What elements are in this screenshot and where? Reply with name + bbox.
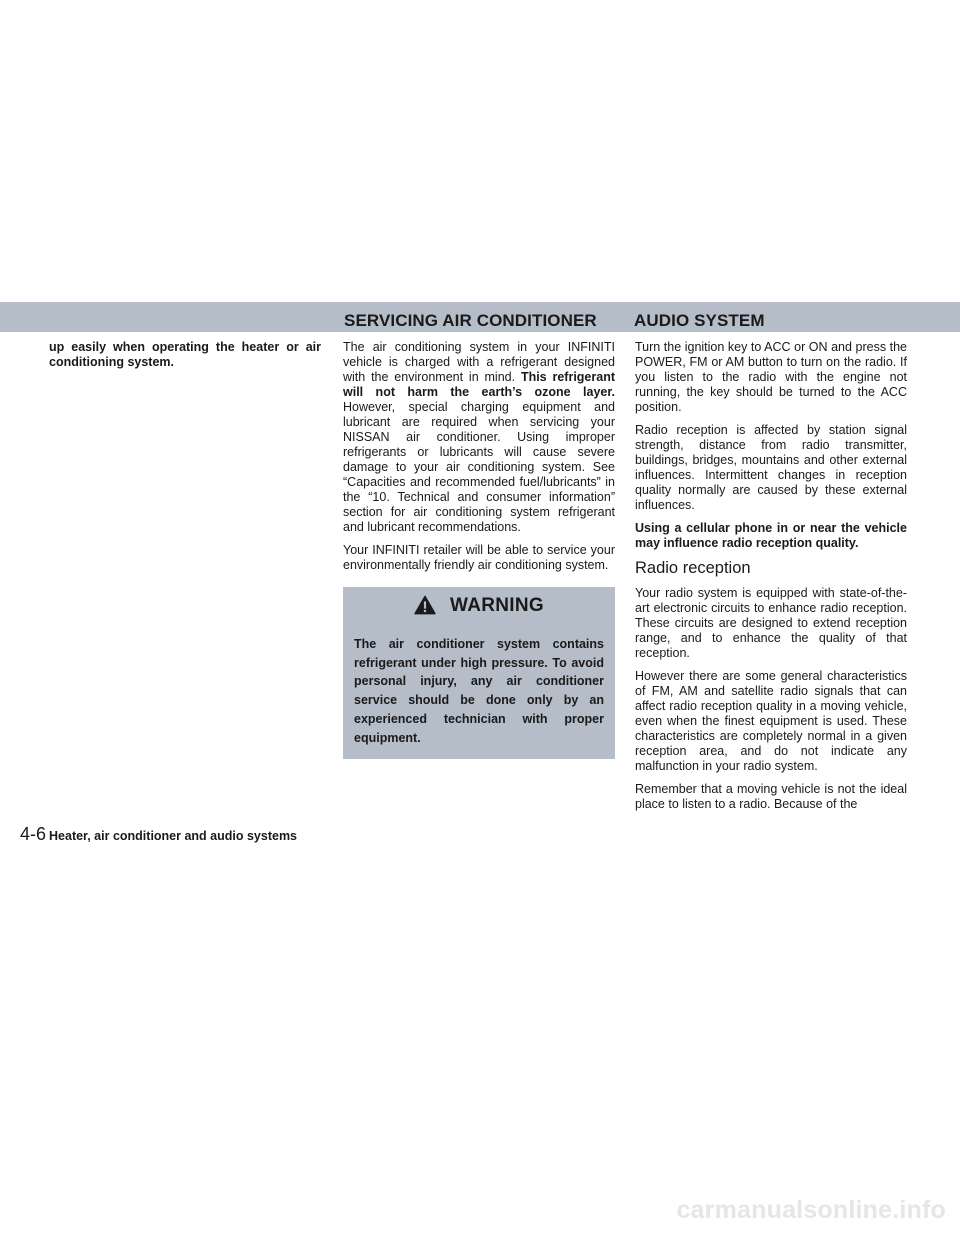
warning-text: The air conditioner system contains refrigerant under high pressure. To avoid personal injury, any air conditioner service should be done only by an experienced technician with proper equipment. <box>354 637 604 745</box>
warning-box <box>343 587 615 759</box>
warning-title: WARNING <box>450 594 544 616</box>
middle-column <box>343 340 615 759</box>
radio-circuits-paragraph: Your radio system is equipped with state-of-the-art electronic circuits to enhance radio reception. These circuits are designed to extend reception range, and to enhance the quality of that reception. <box>635 586 907 660</box>
watermark: carmanualsonline.info <box>676 1196 946 1224</box>
footer-section-title: Heater, air conditioner and audio systems <box>49 829 298 843</box>
ac-refrigerant-paragraph <box>343 340 615 535</box>
radio-reception-factors-paragraph: Radio reception is affected by station signal strength, distance from radio transmitter, buildings, bridges, mountains and other external influences. Intermittent changes in reception quality normally are caused by these external influences. <box>635 423 907 512</box>
section-title-servicing-air-conditioner: SERVICING AIR CONDITIONER <box>344 311 597 330</box>
section-title-audio-system: AUDIO SYSTEM <box>634 311 765 330</box>
warning-header <box>343 587 615 623</box>
left-column <box>49 340 321 378</box>
ac-para-start: The air conditioning system in your INFINITI vehicle is charged with a refrigerant designed with the environment in mind. <box>343 340 615 384</box>
right-column <box>635 340 907 820</box>
page-number: 4-6 <box>20 824 47 844</box>
radio-power-paragraph: Turn the ignition key to ACC or ON and press the POWER, FM or AM button to turn on the radio. If you listen to the radio with the engine not running, the key should be turned to the ACC position. <box>635 340 907 414</box>
continued-text: up easily when operating the heater or air conditioning system. <box>49 340 321 369</box>
page-footer <box>20 824 297 845</box>
moving-vehicle-paragraph: Remember that a moving vehicle is not the ideal place to listen to a radio. Because of the <box>635 782 907 811</box>
cellular-phone-note: Using a cellular phone in or near the vehicle may influence radio reception quality. <box>635 521 907 550</box>
ozone-statement: This refrigerant will not harm the earth’s ozone layer. <box>343 370 615 399</box>
ac-para-end: However, special charging equipment and lubricant are required when servicing your NISSAN air conditioner. Using improper refrigerants or lubricants will cause severe damage to your air conditioning system. See “Capacities and recommended fuel/lubricants” in the “10. Technical and consumer information” section for air conditioning system refrigerant and lubricant recommendations. <box>343 400 615 534</box>
retailer-paragraph: Your INFINITI retailer will be able to service your environmentally friendly air conditioning system. <box>343 543 615 572</box>
warning-triangle-icon <box>414 595 436 615</box>
radio-characteristics-paragraph: However there are some general characteristics of FM, AM and satellite radio signals that can affect radio reception quality in a moving vehicle, even when the finest equipment is used. These characteristics are completely normal in a given reception area, and do not indicate any malfunction in your radio system. <box>635 669 907 773</box>
radio-reception-subheading: Radio reception <box>635 559 751 577</box>
